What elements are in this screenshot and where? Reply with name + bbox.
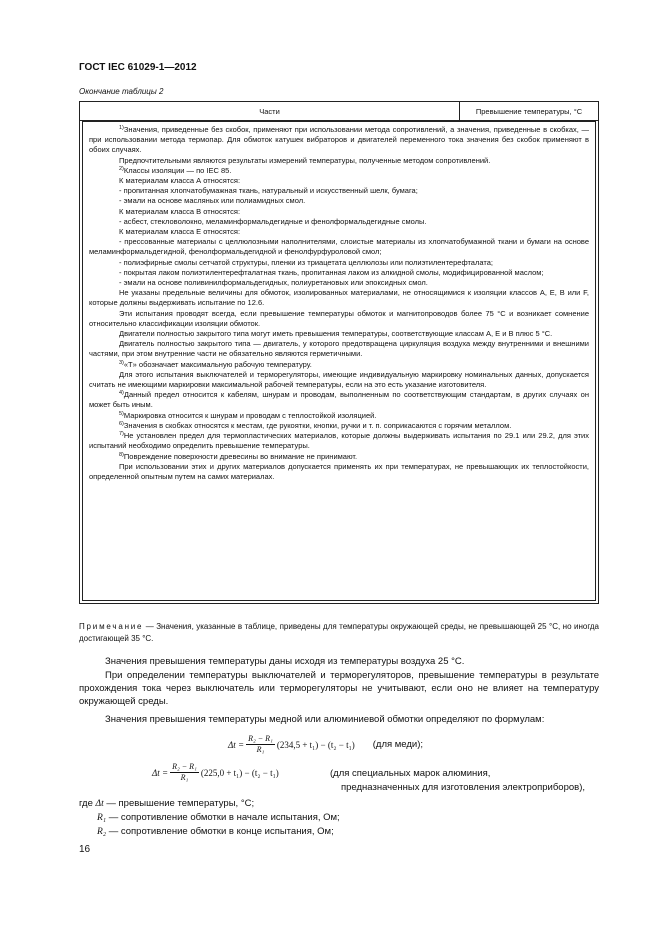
footnote-line: [89, 288, 589, 308]
definition-r2: [97, 825, 334, 839]
footnote-line: [89, 207, 589, 217]
footnote-line: [89, 156, 589, 166]
footnote-text: Двигатель полностью закрытого типа — двигатель, у которого предотвращена циркуляция воздуха между внутренними и внешними частями, при этом внутренние части не обязательно являются герметичными.: [89, 339, 589, 359]
footnote-text: Предпочтительными являются результаты измерений температуры, полученные методом сопротивлений.: [119, 155, 491, 165]
paragraph-formulas-intro: Значения превышения температуры медной или алюминиевой обмотки определяют по формулам:: [105, 714, 545, 725]
footnote-text: - покрытая лаком полиэтилентерефталатная ткань, пропитанная лаком из алкидной смолы, модифицированной маслом;: [119, 267, 544, 277]
footnote-text: Данный предел относится к кабелям, шнурам и проводам, выполненным по соответствующим стандартам, в других случаях он может быть иным.: [89, 390, 589, 410]
footnote-line: [89, 431, 589, 451]
table-note: [79, 621, 599, 645]
formula-aluminium-fraction: [170, 762, 199, 783]
note-label: Примечание: [79, 622, 144, 631]
footnote-line: [89, 329, 589, 339]
footnote-text: К материалам класса Е относятся:: [119, 227, 241, 237]
formula-aluminium-denominator: R₁: [180, 773, 189, 782]
footnote-line: [89, 176, 589, 186]
footnote-marker: 7): [119, 431, 124, 438]
table-2-end: [79, 101, 599, 604]
definition-symbol: R₁: [97, 813, 107, 823]
formula-aluminium-lhs: Δt =: [152, 767, 169, 778]
formula-copper: [228, 734, 423, 755]
formula-aluminium-note-1: (для специальных марок алюминия,: [330, 768, 491, 779]
footnote-text: - прессованные материалы с целлюлозными наполнителями, слоистые материалы из хлопчатобумажной ткани и бумаги на основе меламинформальдегидной, фенолформальдегидной и фенолфурфуроловой смол;: [89, 237, 589, 257]
footnote-marker: 1): [119, 125, 124, 131]
definition-text: — сопротивление обмотки в конце испытания, Ом;: [106, 826, 334, 837]
column-header-parts: Части: [80, 102, 460, 120]
footnote-line: [89, 390, 589, 410]
footnote-line: [89, 421, 589, 431]
footnote-line: [89, 237, 589, 257]
definition-text: — превышение температуры, °С;: [103, 798, 255, 809]
footnote-line: [89, 278, 589, 288]
definition-r1: [97, 811, 340, 825]
footnote-text: Повреждение поверхности древесины во внимание не принимают.: [123, 451, 358, 461]
footnote-marker: 3): [119, 359, 124, 366]
footnote-line: [89, 227, 589, 237]
footnote-text: Для этого испытания выключателей и терморегуляторы, имеющие индивидуальную маркировку номинальных данных, допускается считать не имеющими маркировки максимальной рабочей температуры, если на это есть указание изготовителя.: [89, 369, 589, 390]
footnote-line: [89, 452, 589, 462]
footnote-line: [89, 268, 589, 278]
footnote-text: - полиэфирные смолы сетчатой структуры, пленки из триацетата целлюлозы или полиэтилентерефталата;: [119, 257, 493, 267]
formula-copper-note: (для меди);: [372, 739, 424, 750]
footnote-line: [89, 339, 589, 359]
footnote-text: Значения, приведенные без скобок, применяют при использовании метода сопротивлений, а значения, приведенные в скобках, — при использовании метода термопар. Для обмоток катушек вибраторов и двигателей переменного тока значения без скобок применяют в обоих случаях.: [89, 125, 589, 155]
definition-prefix: где: [79, 798, 96, 809]
formula-aluminium-note-2: предназначенных для изготовления электроприборов),: [341, 782, 585, 793]
footnote-text: Не указаны предельные величины для обмоток, изолированных материалами, не относящимися к изоляции классов А, Е, В или F, которые должны выдерживать испытание по 12.6.: [89, 288, 589, 308]
footnote-line: [89, 370, 589, 390]
formula-copper-denominator: R₁: [256, 745, 265, 754]
formula-copper-rest: (234,5 + t₁) − (t₂ − t₁): [276, 739, 355, 750]
footnote-text: Не установлен предел для термопластических материалов, которые должны выдерживать испытания по 29.1 или 29.2, для этих испытаний необходимо определить превышение температуры.: [89, 431, 589, 451]
formula-copper-fraction: [246, 734, 275, 755]
footnote-line: [89, 360, 589, 370]
document-header: ГОСТ IEC 61029-1—2012: [79, 62, 197, 73]
footnote-line: [89, 462, 589, 482]
footnote-line: [89, 166, 589, 176]
formula-aluminium-numerator: R₂ − R₁: [172, 762, 197, 771]
footnote-marker: 2): [119, 165, 124, 172]
definition-delta-t: [79, 797, 254, 811]
page-number: 16: [79, 844, 91, 855]
footnote-text: - эмали на основе масляных или полиамидных смол.: [119, 196, 306, 206]
footnote-text: Классы изоляции — по IEC 85.: [123, 165, 232, 175]
footnote-text: «T» обозначает максимальную рабочую температуру.: [123, 359, 312, 369]
footnote-text: К материалам класса А относятся:: [119, 176, 241, 186]
footnote-text: К материалам класса В относятся:: [119, 206, 241, 216]
definition-symbol: Δt: [95, 799, 104, 809]
footnote-line: [89, 217, 589, 227]
note-text: — Значения, указанные в таблице, приведены для температуры окружающей среды, не превышающей 25 °С, но иногда достигающей 35 °С.: [79, 622, 599, 643]
table-header: [80, 102, 598, 121]
formula-aluminium-rest: (225,0 + t₁) − (t₂ − t₁): [200, 767, 279, 778]
column-header-temperature: Превышение температуры, °C: [475, 106, 583, 116]
footnote-line: [89, 309, 589, 329]
footnote-text: Маркировка относится к шнурам и проводам с теплостойкой изоляцией.: [123, 410, 377, 420]
footnote-line: [89, 258, 589, 268]
paragraph-switches: При определении температуры выключателей и терморегуляторов, превышение температуры в результате прохождения тока через выключатель или терморегуляторы не учитывают, если оно не влияет на температуру окружающей среды.: [79, 670, 599, 707]
formula-aluminium: [152, 762, 279, 783]
footnote-text: Эти испытания проводят всегда, если превышение температуры обмоток и магнитопроводов более 75 °С и возникает сомнение относительно классификации изоляции обмоток.: [89, 308, 589, 328]
formula-copper-lhs: Δt =: [228, 739, 245, 750]
footnote-line: [89, 125, 589, 156]
formula-copper-numerator: R₂ − R₁: [248, 734, 273, 743]
footnote-marker: 6): [119, 420, 124, 427]
footnote-text: - эмали на основе поливинилформальдегидных, полиуретановых или эпоксидных смол.: [119, 278, 428, 288]
footnote-marker: 8): [119, 451, 124, 458]
footnote-line: [89, 186, 589, 196]
footnote-text: Двигатели полностью закрытого типа могут иметь превышения температуры, соответствующие классам А, Е и В плюс 5 °С.: [119, 329, 553, 339]
definition-symbol: R₂: [97, 827, 107, 837]
definition-text: — сопротивление обмотки в начале испытания, Ом;: [106, 812, 340, 823]
footnote-text: - асбест, стекловолокно, меламинформальдегидные и фенолформальдегидные смолы.: [119, 216, 427, 226]
footnote-text: Значения в скобках относятся к местам, где рукоятки, кнопки, ручки и т. п. соприкасаются с горячим металлом.: [123, 420, 512, 430]
paragraph-air-temperature: Значения превышения температуры даны исходя из температуры воздуха 25 °С.: [105, 656, 465, 667]
footnote-line: [89, 411, 589, 421]
footnote-marker: 5): [119, 410, 124, 417]
footnote-line: [89, 196, 589, 206]
table-footnotes: [82, 121, 596, 601]
footnote-marker: 4): [119, 390, 124, 397]
footnote-text: При использовании этих и других материалов допускается применять их при температурах, не превышающих их теплостойкости, определенной опытным путем на самих материалах.: [89, 461, 589, 481]
table-caption: Окончание таблицы 2: [79, 87, 164, 96]
footnote-text: - пропитанная хлопчатобумажная ткань, натуральный и искусственный шелк, бумага;: [119, 186, 418, 196]
